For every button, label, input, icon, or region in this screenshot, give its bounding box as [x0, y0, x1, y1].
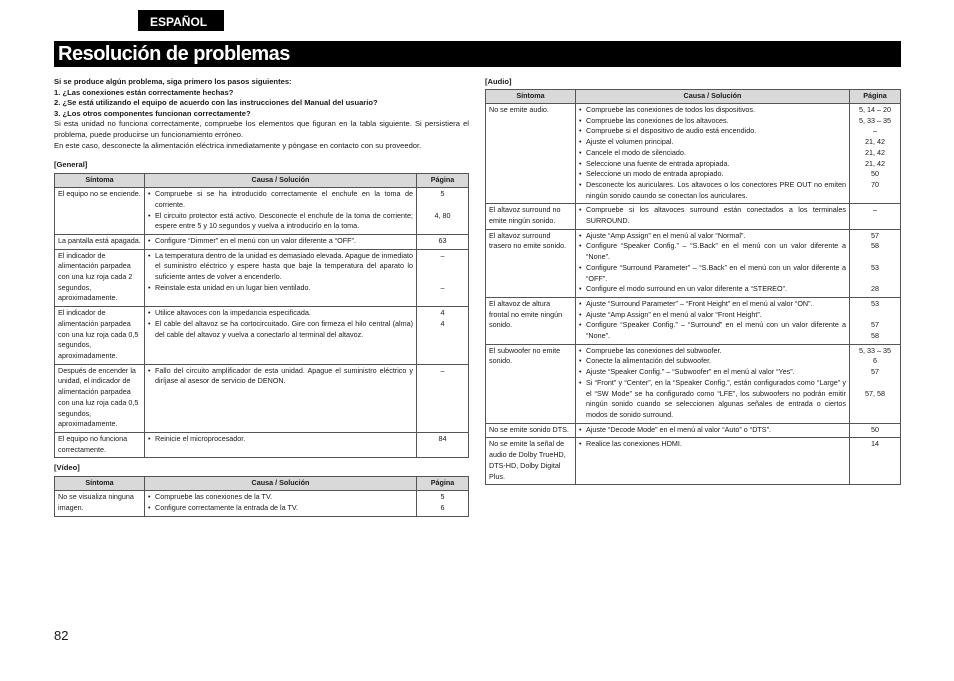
col-header-cause: Causa / Solución: [145, 477, 417, 491]
cause-item: • Reinstale esta unidad en un lugar bien ventilado.: [148, 283, 413, 294]
symptom-cell: La pantalla está apagada.: [55, 234, 145, 249]
intro-paragraph: Si esta unidad no funciona correctamente, compruebe los elementos que figuran en la tabla siguiente. Si persistiera el problema, puede producirse un funcionamiento erróneo.: [54, 119, 469, 139]
table-row: [55, 234, 469, 249]
page-ref: [853, 378, 897, 389]
page-ref: –: [873, 126, 877, 136]
page-title: Resolución de problemas: [54, 41, 901, 67]
cause-list: [148, 189, 413, 232]
page-ref: [853, 274, 897, 285]
cause-item: • Configure “Dimmer” en el menú con un valor diferente a “OFF”.: [148, 236, 413, 247]
cause-item: • Compruebe las conexiones de los altavoces.: [579, 116, 846, 127]
cause-list: [148, 308, 413, 340]
table-audio: [485, 89, 901, 485]
cause-item: • Configure “Speaker Config.” – “Surround” en el menú con un valor diferente a “None”.: [579, 320, 846, 341]
page-ref: 4: [440, 318, 445, 328]
page-ref: –: [440, 365, 445, 375]
page-ref: 21, 42: [865, 137, 885, 147]
cause-item: • Configure el modo surround en un valor diferente a “STEREO”.: [579, 284, 846, 295]
right-column: [485, 77, 901, 485]
cause-list: [579, 346, 846, 421]
cause-item: • La temperatura dentro de la unidad es demasiado elevada. Apague de inmediato el suministro eléctrico y espere hasta que baje la temperatura del aparato lo suficiente antes de volver a encenderlo.: [148, 251, 413, 283]
symptom-cell: El subwoofer no emite sonido.: [486, 344, 576, 423]
cause-cell: [145, 491, 417, 516]
cause-item: • Compruebe si el dispositivo de audio está encendido.: [579, 126, 846, 137]
symptom-cell: El altavoz surround no emite ningún sonido.: [486, 204, 576, 229]
col-header-page: Página: [850, 90, 901, 104]
page-ref-cell: [850, 438, 901, 485]
cause-item: • Compruebe si los altavoces surround están conectados a los terminales SURROUND.: [579, 205, 846, 226]
col-header-cause: Causa / Solución: [145, 174, 417, 188]
cause-item: • Configure “Surround Parameter” – “S.Back” en el menú con un valor diferente a “OFF”.: [579, 263, 846, 284]
table-row: [55, 432, 469, 457]
page-ref: 5: [440, 492, 445, 502]
cause-list: [579, 105, 846, 201]
cause-item: • Realice las conexiones HDMI.: [579, 439, 846, 450]
table-row: [55, 307, 469, 365]
symptom-cell: El equipo no se enciende.: [55, 188, 145, 235]
page-ref: 53: [871, 298, 879, 308]
cause-list: [148, 236, 413, 247]
cause-list: [148, 492, 413, 513]
cause-cell: [576, 297, 850, 344]
page-ref-cell: [850, 104, 901, 204]
section-label-video: [Vídeo]: [54, 463, 80, 473]
cause-cell: [145, 234, 417, 249]
page-ref: [853, 310, 897, 321]
table-row: [55, 188, 469, 235]
cause-item: • Ajuste el volumen principal.: [579, 137, 846, 148]
page-ref: 14: [871, 439, 879, 449]
page-ref: 6: [440, 503, 445, 513]
table-row: [486, 297, 901, 344]
section-label-audio: [Audio]: [485, 77, 512, 86]
page-ref: –: [873, 205, 877, 215]
page-ref-cell: [850, 423, 901, 438]
cause-item: • El cable del altavoz se ha cortocircuitado. Gire con firmeza el hilo central (alma) del cable del altavoz y vuelva a conectarlo al terminal del altavoz.: [148, 319, 413, 340]
page-ref-cell: [850, 204, 901, 229]
cause-cell: [576, 438, 850, 485]
page-ref: 57: [871, 320, 879, 330]
cause-list: [148, 434, 413, 445]
table-row: [486, 344, 901, 423]
page-ref: 5: [440, 189, 445, 199]
cause-item: • Compruebe si se ha introducido correctamente el enchufe en la toma de corriente.: [148, 189, 413, 210]
cause-item: • Utilice altavoces con la impedancia especificada.: [148, 308, 413, 319]
page-ref: 84: [438, 433, 447, 443]
symptom-cell: No se emite sonido DTS.: [486, 423, 576, 438]
symptom-cell: El altavoz de altura frontal no emite ningún sonido.: [486, 297, 576, 344]
page-ref-cell: [417, 188, 469, 235]
cause-item: • Conecte la alimentación del subwoofer.: [579, 356, 846, 367]
intro-step: 1. ¿Las conexiones están correctamente hechas?: [54, 87, 234, 97]
cause-cell: [145, 364, 417, 432]
section-label-general: [General]: [54, 160, 88, 170]
page-ref: 70: [871, 179, 879, 189]
intro-paragraph: En este caso, desconecte la alimentación eléctrica inmediatamente y póngase en contacto con su proveedor.: [54, 140, 422, 150]
page-ref: –: [440, 282, 445, 292]
page-ref-cell: [417, 307, 469, 365]
cause-list: [579, 231, 846, 295]
page-ref: [853, 252, 897, 263]
col-header-symptom: Síntoma: [486, 90, 576, 104]
page-ref: 50: [871, 424, 879, 434]
table-row: [55, 249, 469, 307]
page-ref: 5, 33 – 35: [859, 345, 891, 355]
page-number: 82: [54, 628, 69, 643]
page-ref: [420, 272, 465, 283]
cause-item: • Configure “Speaker Config.” – “S.Back” en el menú con un valor diferente a “None”.: [579, 241, 846, 262]
intro-step: 2. ¿Se está utilizando el equipo de acuerdo con las instrucciones del Manual del usuario?: [54, 98, 378, 108]
col-header-page: Página: [417, 477, 469, 491]
symptom-cell: No se emite la señal de audio de Dolby TrueHD, DTS-HD, Dolby Digital Plus.: [486, 438, 576, 485]
page-ref: 4, 80: [434, 210, 451, 220]
cause-item: • Cancele el modo de silenciado.: [579, 148, 846, 159]
page-ref: 63: [438, 235, 447, 245]
cause-cell: [576, 104, 850, 204]
page-ref: –: [440, 250, 445, 260]
page-ref: 28: [871, 284, 879, 294]
cause-item: • El circuito protector está activo. Desconecte el enchufe de la toma de corriente; espere entre 5 y 10 segundos y vuelva a introducirlo en la toma.: [148, 211, 413, 232]
page-ref: [420, 261, 465, 272]
symptom-cell: No se emite audio.: [486, 104, 576, 204]
cause-list: [148, 251, 413, 294]
table-video: [54, 476, 469, 516]
col-header-cause: Causa / Solución: [576, 90, 850, 104]
page-ref: [420, 200, 465, 211]
symptom-cell: El indicador de alimentación parpadea con una luz roja cada 0,5 segundos, aproximadamente.: [55, 307, 145, 365]
page-ref-cell: [850, 229, 901, 297]
symptom-cell: No se visualiza ninguna imagen.: [55, 491, 145, 516]
cause-cell: [145, 432, 417, 457]
page-ref-cell: [417, 364, 469, 432]
left-column: [54, 77, 469, 517]
table-row: [55, 491, 469, 516]
page-ref: 53: [871, 262, 879, 272]
cause-item: • Ajuste “Surround Parameter” – “Front Height” en el menú al valor “ON”.: [579, 299, 846, 310]
cause-item: • Configure correctamente la entrada de la TV.: [148, 503, 413, 514]
cause-item: • Seleccione un modo de entrada apropiado.: [579, 169, 846, 180]
page-ref: 58: [871, 241, 879, 251]
page-ref: 57, 58: [865, 388, 885, 398]
cause-item: • Compruebe las conexiones del subwoofer.: [579, 346, 846, 357]
intro-step: 3. ¿Los otros componentes funcionan correctamente?: [54, 108, 251, 118]
table-row: [486, 423, 901, 438]
page-ref: 4: [440, 308, 445, 318]
cause-cell: [145, 249, 417, 307]
table-row: [486, 229, 901, 297]
page-ref: 21, 42: [865, 158, 885, 168]
cause-item: • Ajuste “Decode Mode” en el menú al valor “Auto” o “DTS”.: [579, 425, 846, 436]
cause-cell: [145, 188, 417, 235]
cause-list: [579, 425, 846, 436]
col-header-symptom: Síntoma: [55, 174, 145, 188]
cause-item: • Seleccione una fuente de entrada apropiada.: [579, 159, 846, 170]
cause-item: • Ajuste “Speaker Config.” – “Subwoofer” en el menú al valor “Yes”.: [579, 367, 846, 378]
page-ref: 5, 14 – 20: [859, 105, 891, 114]
page-ref: 5, 33 – 35: [859, 115, 891, 125]
page-ref: 21, 42: [865, 147, 885, 157]
table-general: [54, 173, 469, 458]
cause-item: • Compruebe las conexiones de todos los dispositivos.: [579, 105, 846, 116]
page-ref-cell: [850, 297, 901, 344]
table-row: [486, 438, 901, 485]
language-tab: ESPAÑOL: [138, 10, 224, 31]
cause-item: • Ajuste “Amp Assign” en el menú al valor “Normal”.: [579, 231, 846, 242]
symptom-cell: Después de encender la unidad, el indicador de alimentación parpadea con una luz roja cada 0,5 segundos, aproximadamente.: [55, 364, 145, 432]
page-ref-cell: [417, 234, 469, 249]
table-row: [486, 104, 901, 204]
page-ref: 6: [873, 356, 877, 366]
page-ref-cell: [417, 432, 469, 457]
cause-item: • Desconecte los auriculares. Los altavoces o los conectores PRE OUT no emiten ningún sonido caundo se conectan los auriculares.: [579, 180, 846, 201]
symptom-cell: El equipo no funciona correctamente.: [55, 432, 145, 457]
intro-lead: Si se produce algún problema, siga primero los pasos siguientes:: [54, 77, 292, 86]
symptom-cell: El altavoz surround trasero no emite sonido.: [486, 229, 576, 297]
page-ref: 50: [871, 169, 879, 179]
cause-cell: [576, 229, 850, 297]
cause-item: • Ajuste “Amp Assign” en el menú al valor “Front Height”.: [579, 310, 846, 321]
page-ref: 57: [871, 367, 879, 377]
cause-cell: [576, 344, 850, 423]
page-ref-cell: [850, 344, 901, 423]
col-header-page: Página: [417, 174, 469, 188]
page-ref: 58: [871, 331, 879, 341]
page-ref-cell: [417, 249, 469, 307]
page-ref-cell: [417, 491, 469, 516]
cause-list: [579, 205, 846, 226]
cause-item: • Reinicie el microprocesador.: [148, 434, 413, 445]
table-row: [486, 204, 901, 229]
cause-list: [148, 366, 413, 387]
cause-cell: [576, 204, 850, 229]
cause-list: [579, 439, 846, 450]
cause-item: • Fallo del circuito amplificador de esta unidad. Apague el suministro eléctrico y diríjase al asesor de servicio de DENON.: [148, 366, 413, 387]
cause-item: • Compruebe las conexiones de la TV.: [148, 492, 413, 503]
cause-cell: [576, 423, 850, 438]
col-header-symptom: Síntoma: [55, 477, 145, 491]
cause-list: [579, 299, 846, 342]
cause-cell: [145, 307, 417, 365]
page-ref: 57: [871, 230, 879, 240]
intro-block: [54, 77, 469, 151]
cause-item: • Si “Front” y “Center”, en la “Speaker Config.”, están configurados como “Large” y el “SW Mode” se ha configurado como “LFE”, los subwoofers no podrán emitir ningún sonido cuando se seleccionen algunas señales de entrada o ciertos modos de sonido surround.: [579, 378, 846, 421]
symptom-cell: El indicador de alimentación parpadea con una luz roja cada 2 segundos, aproximadamente.: [55, 249, 145, 307]
table-row: [55, 364, 469, 432]
